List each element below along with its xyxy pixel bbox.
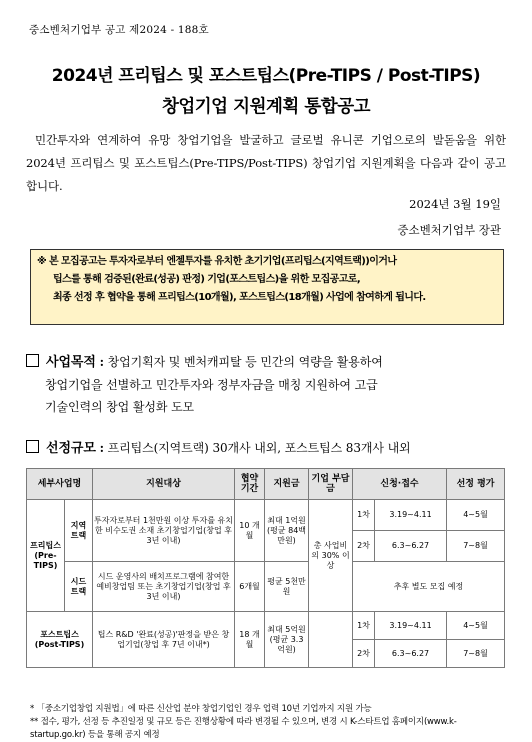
header-program: 세부사업명 bbox=[27, 469, 93, 500]
header-amount: 지원금 bbox=[265, 469, 309, 500]
support-table bbox=[26, 468, 505, 668]
notice-line: ※ 본 모집공고는 투자자로부터 엔젤투자를 유치한 초기기업(프리팁스(지역트랙))이거나 bbox=[37, 256, 397, 267]
posttips-burden bbox=[309, 612, 353, 668]
region-track: 지역 트랙 bbox=[65, 500, 93, 562]
section-purpose: 사업목적 : 창업기획자 및 벤처캐피탈 등 민간의 역량을 활용하여 창업기업을 선별하고 민간투자와 정부자금을 매칭 지원하여 고급 기술인력의 창업 활성화 도모 bbox=[26, 351, 510, 418]
eval-period: 7~8월 bbox=[447, 640, 505, 668]
section-text: 기술인력의 창업 활성화 도모 bbox=[45, 400, 195, 414]
table-row bbox=[27, 612, 505, 640]
header-period: 협약 기간 bbox=[235, 469, 265, 500]
checkbox-square-icon bbox=[26, 354, 39, 367]
page-subtitle: 창업기업 지원계획 통합공고 bbox=[161, 97, 371, 117]
eval-period: 7~8월 bbox=[447, 531, 505, 562]
seed-amount: 평균 5천만원 bbox=[265, 562, 309, 612]
seed-period: 6개월 bbox=[235, 562, 265, 612]
seed-track: 시드 트랙 bbox=[65, 562, 93, 612]
posttips-amount: 최대 5억원 (평균 3.3억원) bbox=[265, 612, 309, 668]
notice-number: 중소벤처기업부 공고 제2024 - 188호 bbox=[29, 24, 209, 36]
intro-paragraph: 민간투자와 연계하여 유망 창업기업을 발굴하고 글로벌 유니콘 기업으로의 발돋움을 위한 2024년 프리팁스 및 포스트팁스(Pre-TIPS/Post-TIPS) 창업기업 지원계획을 다음과 같이 공고합니다. bbox=[26, 133, 506, 193]
section-scale: 선정규모 : 프리팁스(지역트랙) 30개사 내외, 포스트팁스 83개사 내외 bbox=[26, 437, 411, 456]
footnote: ** 접수, 평가, 선정 등 추진일정 및 규모 등은 진행상황에 따라 변경될 수 있으며, 변경 시 K-스타트업 홈페이지(www.k-startup.go.kr) 등을 통해 공지 예정 bbox=[30, 717, 457, 740]
pretips-name: 프리팁스 (Pre-TIPS) bbox=[27, 500, 65, 612]
posttips-period: 18 개월 bbox=[235, 612, 265, 668]
seed-target: 시드 운영사의 배치프로그램에 참여한 예비창업팀 또는 초기창업기업(창업 후 3년 이내) bbox=[93, 562, 235, 612]
region-amount: 최대 1억원 (평균 84백만원) bbox=[265, 500, 309, 562]
section-heading: 사업목적 bbox=[46, 355, 96, 370]
round-label: 1차 bbox=[353, 500, 375, 531]
round-label: 2차 bbox=[353, 531, 375, 562]
footnote: * 「중소기업창업 지원법」에 따른 신산업 분야 창업기업인 경우 업력 10년 기업까지 지원 가능 bbox=[30, 704, 372, 714]
notice-line: 팁스를 통해 검증된(완료(성공) 판정) 기업(포스트팁스)을 위한 모집공고로, bbox=[53, 274, 361, 285]
header-target: 지원대상 bbox=[93, 469, 235, 500]
section-heading: 선정규모 bbox=[46, 441, 96, 456]
notice-box bbox=[30, 249, 504, 325]
apply-period: 6.3~6.27 bbox=[375, 640, 447, 668]
region-period: 10 개월 bbox=[235, 500, 265, 562]
table-row bbox=[27, 562, 505, 587]
table-row bbox=[27, 500, 505, 531]
section-text: 창업기획자 및 벤처캐피탈 등 민간의 역량을 활용하여 bbox=[107, 355, 383, 369]
round-label: 1차 bbox=[353, 612, 375, 640]
apply-period: 3.19~4.11 bbox=[375, 500, 447, 531]
region-target: 투자자로부터 1천만원 이상 투자를 유치한 비수도권 소재 초기창업기업(창업 후 3년 이내) bbox=[93, 500, 235, 562]
section-text: 프리팁스(지역트랙) 30개사 내외, 포스트팁스 83개사 내외 bbox=[107, 441, 411, 455]
posttips-name: 포스트팁스 (Post-TIPS) bbox=[27, 612, 93, 668]
eval-period: 4~5월 bbox=[447, 500, 505, 531]
page-title: 2024년 프리팁스 및 포스트팁스(Pre-TIPS / Post-TIPS) bbox=[51, 66, 481, 86]
apply-period: 3.19~4.11 bbox=[375, 612, 447, 640]
pretips-burden: 총 사업비의 30% 이상 bbox=[309, 500, 353, 612]
seed-note: 추후 별도 모집 예정 bbox=[353, 562, 505, 612]
checkbox-square-icon bbox=[26, 440, 39, 453]
header-eval: 선정 평가 bbox=[447, 469, 505, 500]
posttips-target: 팁스 R&D '완료(성공)'판정을 받은 창업기업(창업 후 7년 이내*) bbox=[93, 612, 235, 668]
header-apply: 신청·접수 bbox=[353, 469, 447, 500]
notice-line: 최종 선정 후 협약을 통해 프리팁스(10개월), 포스트팁스(18개월) 사업에 참여하게 됩니다. bbox=[53, 292, 426, 303]
apply-period: 6.3~6.27 bbox=[375, 531, 447, 562]
eval-period: 4~5월 bbox=[447, 612, 505, 640]
announcement-date: 2024년 3월 19일 bbox=[409, 197, 501, 211]
round-label: 2차 bbox=[353, 640, 375, 668]
header-burden: 기업 부담금 bbox=[309, 469, 353, 500]
section-text: 창업기업을 선별하고 민간투자와 정부자금을 매칭 지원하여 고급 bbox=[45, 378, 378, 392]
issuing-organization: 중소벤처기업부 장관 bbox=[397, 223, 501, 237]
